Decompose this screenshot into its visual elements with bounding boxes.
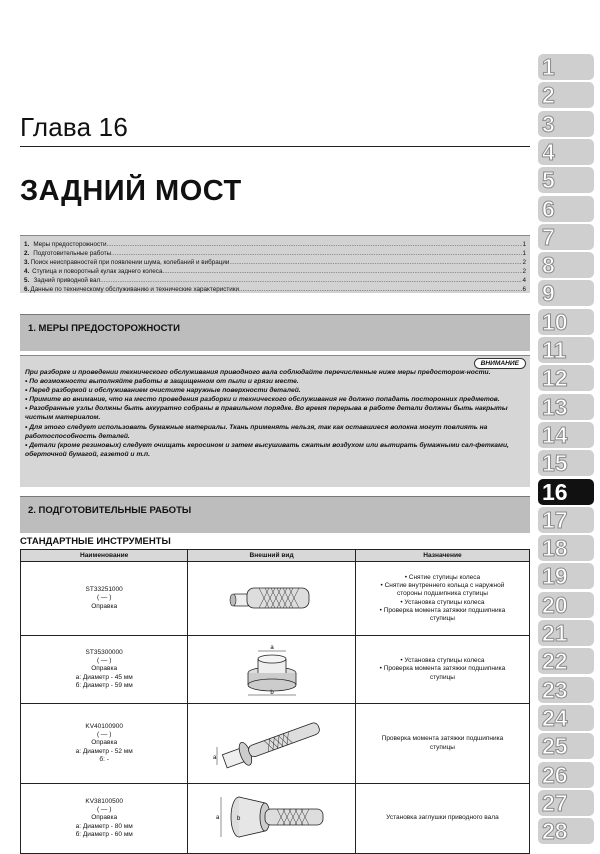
chapter-tab-28[interactable]: 28	[538, 818, 594, 844]
section-header-precautions	[20, 314, 530, 351]
column-header: Внешний вид	[188, 550, 356, 562]
chapter-tab-24[interactable]: 24	[538, 705, 594, 731]
chapter-tab-25[interactable]: 25	[538, 733, 594, 759]
chapter-tab-8[interactable]: 8	[538, 252, 594, 278]
tool-alt: ( — )	[96, 594, 112, 602]
warning-box	[20, 355, 530, 487]
drift-tool-illustration	[222, 637, 322, 699]
warning-line: При разборке и проведении технического обслуживания приводного вала соблюдайте перечисленные ниже меры предосторож-ности.	[25, 369, 491, 376]
toc-page: 2	[522, 259, 526, 266]
tool-alt: ( — )	[96, 806, 112, 814]
table-row	[21, 784, 530, 854]
subheading: СТАНДАРТНЫЕ ИНСТРУМЕНТЫ	[20, 536, 171, 547]
tool-dimension: а: Диаметр - 45 мм	[75, 673, 133, 681]
chapter-tab-15[interactable]: 15	[538, 450, 594, 476]
tool-purpose-cell	[355, 704, 529, 784]
chapter-tab-21[interactable]: 21	[538, 620, 594, 646]
tool-name: Оправка	[91, 814, 118, 822]
column-header: Назначение	[355, 550, 529, 562]
chapter-tab-18[interactable]: 18	[538, 535, 594, 561]
warning-line: • Разобранные узлы должны быть аккуратно собраны в правильном порядке. Во время перерыва в работе детали должны быть накрыты чистым материалом.	[25, 405, 508, 422]
tool-name-cell	[21, 784, 188, 854]
chapter-tab-19[interactable]: 19	[538, 563, 594, 589]
page-title: ЗАДНИЙ МОСТ	[20, 175, 242, 207]
toc-page: 1	[522, 250, 526, 257]
tool-purpose-cell	[355, 636, 529, 704]
tool-dimension: б: -	[99, 755, 109, 763]
toc-num: 2.	[24, 250, 30, 257]
divider	[20, 146, 530, 147]
toc-item[interactable]	[24, 258, 526, 267]
table-of-contents	[20, 235, 530, 293]
tool-code: ST35300000	[85, 649, 123, 657]
tool-name: Оправка	[91, 602, 118, 610]
toc-num: 4.	[24, 268, 30, 275]
toc-item[interactable]	[24, 267, 526, 276]
warning-line: • По возможности выполняйте работы в защищенном от пыли и грязи месте.	[25, 378, 299, 386]
chapter-tab-10[interactable]: 10	[538, 309, 594, 335]
tool-purpose-cell	[355, 784, 529, 854]
section-title: 1. МЕРЫ ПРЕДОСТОРОЖНОСТИ	[28, 323, 180, 334]
chapter-tab-6[interactable]: 6	[538, 196, 594, 222]
chapter-tab-20[interactable]: 20	[538, 592, 594, 618]
fig-label: а	[215, 814, 219, 821]
table-row	[21, 704, 530, 784]
tool-name-cell	[21, 562, 188, 636]
warning-line: • Для этого следует использовать бумажные материалы. Ткань применять нельзя, так как оставшиеся волокна могут повлиять на работоспособность деталей.	[25, 423, 488, 440]
toc-text: Ступица и поворотный кулак заднего колеса	[32, 268, 163, 275]
purpose-line: • Установка ступицы колеса	[400, 657, 485, 665]
toc-num: 5.	[24, 277, 30, 284]
tool-dimension: б: Диаметр - 60 мм	[75, 830, 133, 838]
table-header-row	[21, 550, 530, 562]
chapter-tab-14[interactable]: 14	[538, 422, 594, 448]
warning-line: • Детали (кроме резиновых) следует очищать керосином и затем высушивать сжатым воздухом или вытирать бумажными сал-фетками, оберточной бумагой, газетой и т.п.	[25, 441, 509, 458]
purpose-line: Проверка момента затяжки подшипника	[381, 735, 504, 743]
chapter-tab-26[interactable]: 26	[538, 762, 594, 788]
warning-line: • Перед разборкой и обслуживанием очистите наружные поверхности деталей.	[25, 387, 301, 395]
purpose-line: • Снятие внутреннего кольца с наружной	[380, 582, 505, 590]
fig-label: а	[269, 644, 274, 651]
toc-item[interactable]	[24, 240, 526, 249]
chapter-tab-2[interactable]: 2	[538, 82, 594, 108]
tools-table	[20, 549, 530, 854]
toc-text: Поиск неисправностей при появлении шума, колебаний и вибрации	[30, 259, 230, 266]
toc-text: Задний приводной вал	[33, 277, 101, 284]
toc-text: Меры предосторожности	[33, 241, 107, 248]
toc-num: 6.	[24, 286, 30, 293]
purpose-line: ступицы	[429, 614, 455, 622]
tool-dimension: а: Диаметр - 80 мм	[75, 822, 133, 830]
toc-text: Подготовительные работы	[33, 250, 112, 257]
purpose-line: стороны подшипника ступицы	[396, 590, 488, 598]
chapter-tab-4[interactable]: 4	[538, 139, 594, 165]
chapter-tab-22[interactable]: 22	[538, 648, 594, 674]
section-header-preparation	[20, 496, 530, 533]
purpose-line: • Установка ступицы колеса	[400, 598, 485, 606]
warning-badge: ВНИМАНИЕ	[474, 358, 526, 369]
drift-tool-illustration	[207, 787, 337, 847]
chapter-tab-7[interactable]: 7	[538, 224, 594, 250]
warning-text	[25, 368, 522, 459]
toc-num: 3.	[24, 259, 30, 266]
tool-name-cell	[21, 636, 188, 704]
tool-code: ST33251000	[85, 586, 123, 594]
toc-num: 1.	[24, 241, 30, 248]
purpose-line: • Проверка момента затяжки подшипника	[379, 606, 506, 614]
drift-tool-illustration	[217, 572, 327, 622]
tool-dimension: а: Диаметр - 52 мм	[75, 747, 133, 755]
toc-page: 4	[522, 277, 526, 284]
table-row	[21, 636, 530, 704]
tool-figure-cell	[188, 704, 356, 784]
tool-code: KV38100500	[85, 798, 123, 806]
purpose-line: • Проверка момента затяжки подшипника	[379, 665, 506, 673]
tool-purpose-cell	[355, 562, 529, 636]
table-row	[21, 562, 530, 636]
tool-figure-cell	[188, 636, 356, 704]
warning-line: • Примите во внимание, что на место проведения разборки и технического обслуживания не должно попадать посторонних предметов.	[25, 396, 500, 404]
chapter-tab-23[interactable]: 23	[538, 677, 594, 703]
tool-alt: ( — )	[96, 731, 112, 739]
fig-label: b	[269, 689, 274, 696]
chapter-label: Глава 16	[20, 112, 128, 142]
purpose-line: ступицы	[429, 743, 455, 751]
column-header: Наименование	[21, 550, 188, 562]
chapter-tab-27[interactable]: 27	[538, 790, 594, 816]
chapter-tab-5[interactable]: 5	[538, 167, 594, 193]
chapter-tab-11[interactable]: 11	[538, 337, 594, 363]
purpose-line: Установка заглушки приводного вала	[386, 814, 499, 822]
toc-page: 2	[522, 268, 526, 275]
toc-item[interactable]	[24, 276, 526, 285]
section-title: 2. ПОДГОТОВИТЕЛЬНЫЕ РАБОТЫ	[28, 505, 192, 516]
fig-label: а	[212, 754, 216, 761]
tool-figure-cell	[188, 784, 356, 854]
chapter-tab-16[interactable]: 16	[538, 479, 594, 505]
chapter-tab-1[interactable]: 1	[538, 54, 594, 80]
chapter-tab-3[interactable]: 3	[538, 111, 594, 137]
tool-name: Оправка	[91, 739, 118, 747]
purpose-line: • Снятие ступицы колеса	[404, 574, 481, 582]
tool-code: KV40100900	[85, 723, 123, 731]
tool-name: Оправка	[91, 665, 118, 673]
chapter-tab-17[interactable]: 17	[538, 507, 594, 533]
toc-item[interactable]	[24, 285, 526, 294]
toc-item[interactable]	[24, 249, 526, 258]
toc-page: 1	[522, 241, 526, 248]
toc-text: Данные по техническому обслуживанию и технические характеристики	[30, 286, 240, 293]
drift-tool-illustration	[207, 709, 337, 775]
fig-label: b	[236, 815, 240, 822]
tool-dimension: б: Диаметр - 59 мм	[75, 681, 133, 689]
chapter-tab-9[interactable]: 9	[538, 280, 594, 306]
toc-page: 6	[522, 286, 526, 293]
tool-alt: ( — )	[96, 657, 112, 665]
tool-figure-cell	[188, 562, 356, 636]
tool-name-cell	[21, 704, 188, 784]
purpose-line: ступицы	[429, 673, 455, 681]
chapter-tab-13[interactable]: 13	[538, 394, 594, 420]
chapter-tab-12[interactable]: 12	[538, 365, 594, 391]
